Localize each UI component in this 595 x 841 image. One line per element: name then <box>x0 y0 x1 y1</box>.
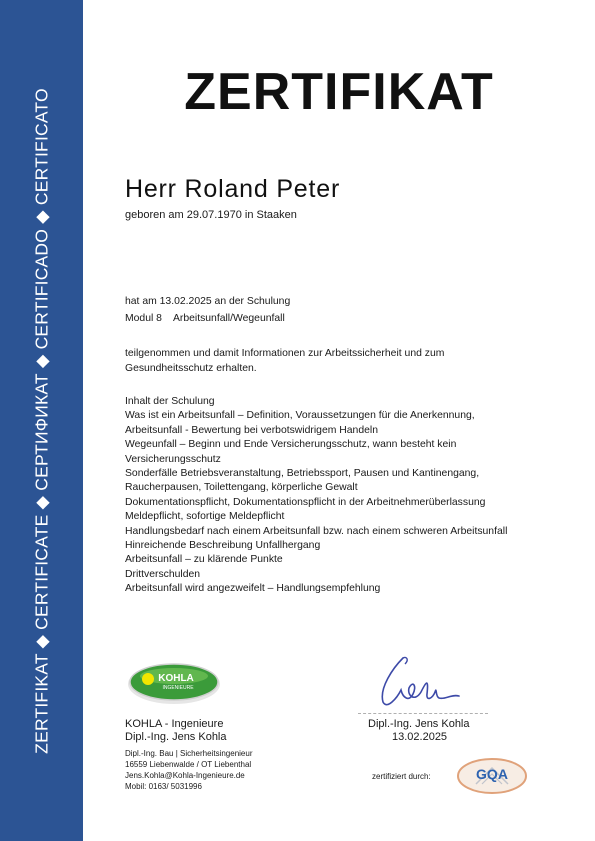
content-line: Handlungsbedarf nach einem Arbeitsunfall bzw. nach einem schweren Arbeitsunfall <box>125 525 508 537</box>
logo-text: KOHLA <box>158 673 194 684</box>
company-details <box>125 748 252 792</box>
signature-image <box>373 650 463 712</box>
logo-subtext: INGENIEURE <box>162 685 194 691</box>
signer-name: Dipl.-Ing. Jens Kohla <box>368 718 470 730</box>
content-line: Raucherpausen, Toilettengang, körperliche Gewalt <box>125 482 358 494</box>
recipient-name: Herr Roland Peter <box>125 175 341 203</box>
content-line: Arbeitsunfall - Bewertung bei verbotswidrigem Handeln <box>125 424 378 436</box>
participation-line-2: Gesundheitsschutz erhalten. <box>125 363 257 374</box>
company-phone: Mobil: 0163/ 5031996 <box>125 782 202 791</box>
company-detail-line: Dipl.-Ing. Bau | Sicherheitsingenieur <box>125 749 253 758</box>
certificate-title: ZERTIFIKAT <box>184 63 494 121</box>
sidebar-band <box>0 0 83 841</box>
content-line: Meldepflicht, sofortige Meldepflicht <box>125 511 285 523</box>
content-line: Dokumentationspflicht, Dokumentationspflicht in der Arbeitnehmerüberlassung <box>125 496 486 508</box>
content-line: Was ist ein Arbeitsunfall – Definition, Voraussetzungen für die Anerkennung, <box>125 410 475 422</box>
content-line: Wegeunfall – Beginn und Ende Versicherungsschutz, wann besteht kein <box>125 439 457 451</box>
kohla-logo <box>126 660 222 706</box>
certified-by-label: zertifiziert durch: <box>372 772 431 781</box>
training-module: Modul 8 Arbeitsunfall/Wegeunfall <box>125 313 285 324</box>
company-email: Jens.Kohla@Kohla-Ingenieure.de <box>125 771 245 780</box>
gqa-text: GQA <box>476 766 508 782</box>
company-detail-line: 16559 Liebenwalde / OT Liebenthal <box>125 760 252 769</box>
company-block <box>125 718 227 744</box>
company-name: KOHLA - Ingenieure <box>125 718 224 730</box>
content-line: Drittverschulden <box>125 568 201 580</box>
signer-date: 13.02.2025 <box>392 731 448 743</box>
content-line: Hinreichende Beschreibung Unfallhergang <box>125 540 321 552</box>
participation-line-1: teilgenommen und damit Informationen zur Arbeitssicherheit und zum <box>125 348 445 359</box>
content-line: Sonderfälle Betriebsveranstaltung, Betriebssport, Pausen und Kantinengang, <box>125 468 480 480</box>
content-line: Versicherungsschutz <box>125 453 221 465</box>
content-heading: Inhalt der Schulung <box>125 396 215 407</box>
content-line: Arbeitsunfall – zu klärende Punkte <box>125 554 283 566</box>
gqa-badge <box>456 756 528 796</box>
signature-line <box>358 713 488 714</box>
sidebar-certificate-text: ZERTIFIKAT ◆ CERTIFICATE ◆ СЕРТИФИКАТ ◆ CERTIFICADO ◆ CERTIFICATO <box>31 88 52 754</box>
content-section <box>125 395 507 597</box>
company-person: Dipl.-Ing. Jens Kohla <box>125 731 227 743</box>
signer-block <box>368 718 470 744</box>
recipient-birth: geboren am 29.07.1970 in Staaken <box>125 209 297 221</box>
content-line: Arbeitsunfall wird angezweifelt – Handlungsempfehlung <box>125 583 381 595</box>
training-date-line: hat am 13.02.2025 an der Schulung <box>125 296 291 307</box>
